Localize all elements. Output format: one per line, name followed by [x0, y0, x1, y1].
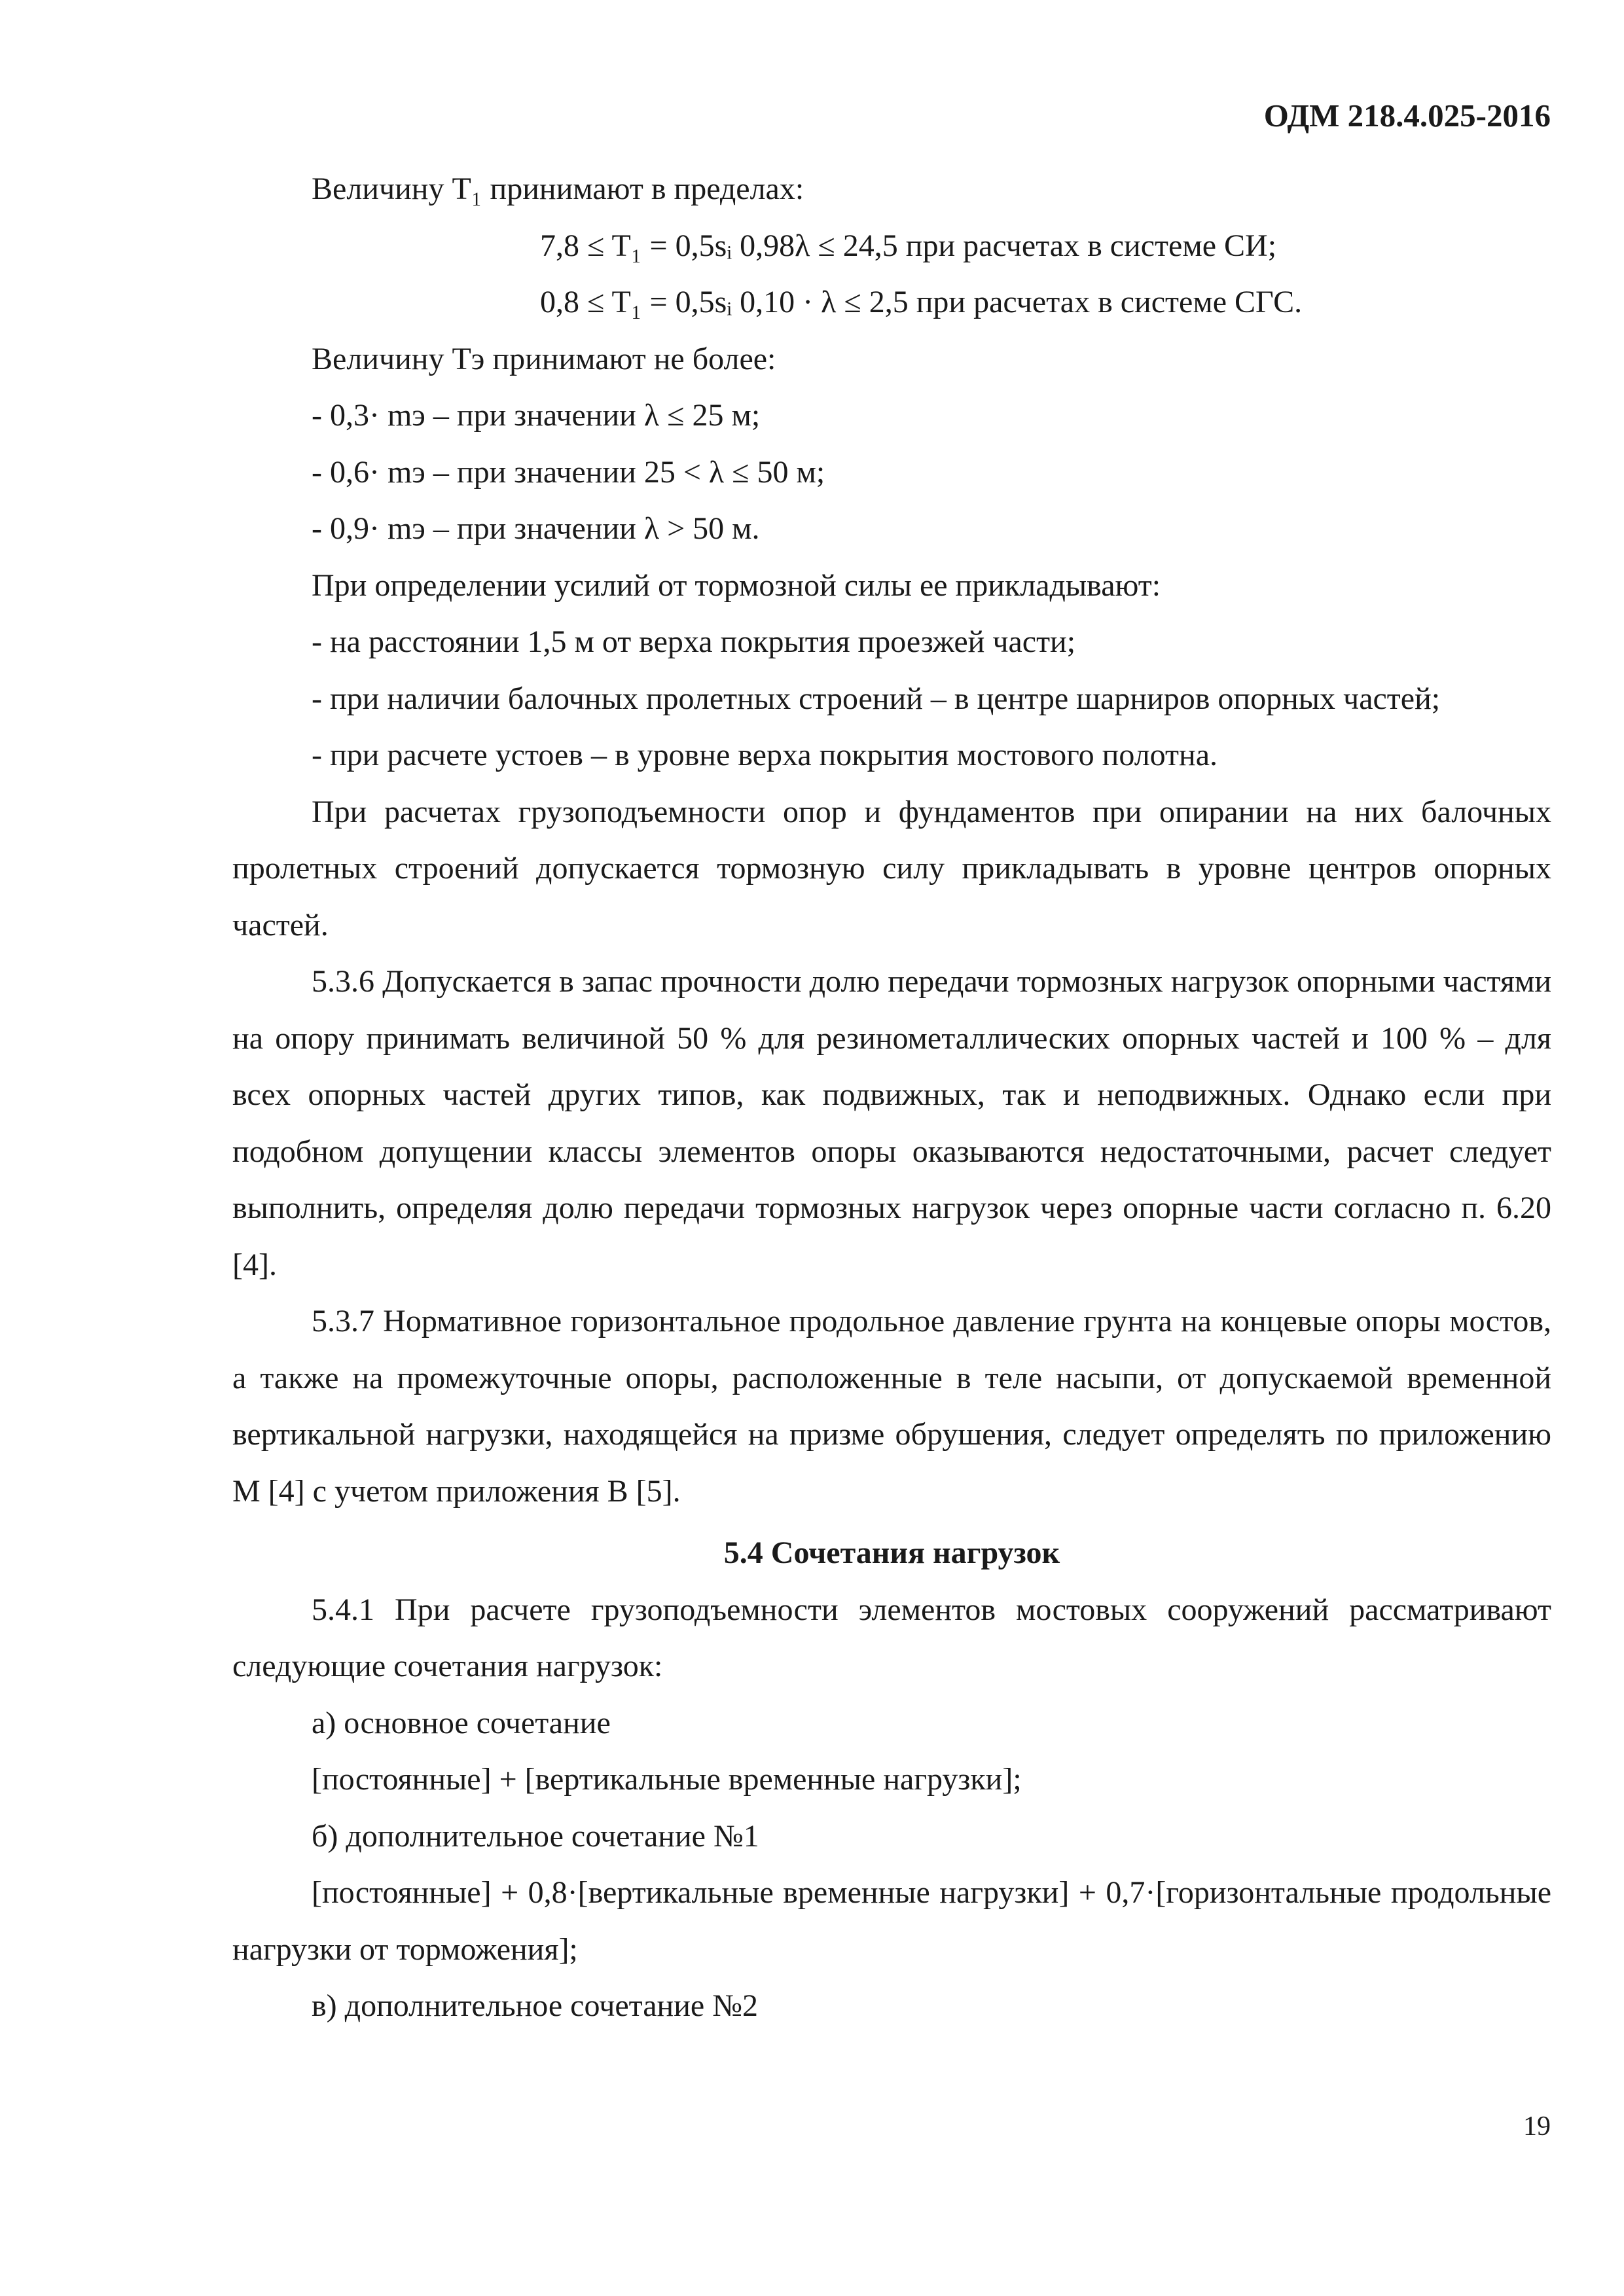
list-item: - при расчете устоев – в уровне верха покрытия мостового полотна. — [312, 738, 1218, 772]
paragraph: Величину T₁ принимают в пределах: — [312, 171, 804, 206]
paragraph: Величину Tэ принимают не более: — [312, 341, 776, 376]
paragraph-5-3-7: 5.3.7 Нормативное горизонтальное продольное давление грунта на концевые опоры мостов, а также на промежуточные опоры, расположенные в теле насыпи, от допускаемой временной вертикальной нагрузки, находящейся на призме обрушения, следует определять по приложению М [4] с учетом приложения В [5]. — [232, 1304, 1551, 1509]
list-item: - при наличии балочных пролетных строений – в центре шарниров опорных частей; — [312, 681, 1441, 716]
list-item: б) дополнительное сочетание №1 — [312, 1818, 759, 1854]
list-item: в) дополнительное сочетание №2 — [312, 1988, 759, 2023]
list-item: - на расстоянии 1,5 м от верха покрытия проезжей части; — [312, 624, 1076, 659]
formula-si: 7,8 ≤ T₁ = 0,5sᵢ 0,98λ ≤ 24,5 при расчетах в системе СИ; — [540, 228, 1277, 263]
formula-sgs: 0,8 ≤ T₁ = 0,5sᵢ 0,10 · λ ≤ 2,5 при расчетах в системе СГС. — [540, 285, 1303, 319]
combination-formula: [постоянные] + [вертикальные временные нагрузки]; — [312, 1762, 1022, 1797]
list-item: - 0,6· mэ – при значении 25 < λ ≤ 50 м; — [312, 454, 825, 490]
paragraph: При расчетах грузоподъемности опор и фундаментов при опирании на них балочных пролетных строений допускается тормозную силу прикладывать в уровне центров опорных частей. — [232, 794, 1551, 942]
list-item: - 0,3· mэ – при значении λ ≤ 25 м; — [312, 398, 761, 433]
combination-formula: [постоянные] + 0,8·[вертикальные временные нагрузки] + 0,7·[горизонтальные продольные нагрузки от торможения]; — [232, 1875, 1551, 1967]
section-heading-5-4: 5.4 Сочетания нагрузок — [723, 1535, 1060, 1570]
document-code: ОДМ 218.4.025-2016 — [1263, 98, 1551, 134]
paragraph-5-4-1: 5.4.1 При расчете грузоподъемности элементов мостовых сооружений рассматривают следующие сочетания нагрузок: — [232, 1592, 1551, 1683]
page-body — [232, 161, 1551, 2035]
page-number: 19 — [1523, 2111, 1551, 2142]
list-item: - 0,9· mэ – при значении λ > 50 м. — [312, 511, 760, 546]
paragraph: При определении усилий от тормозной силы ее прикладывают: — [312, 567, 1161, 603]
paragraph-5-3-6: 5.3.6 Допускается в запас прочности долю передачи тормозных нагрузок опорными частями на опору принимать величиной 50 % для резинометаллических опорных частей и 100 % – для всех опорных частей других типов, как подвижных, так и неподвижных. Однако если при подобном допущении классы элементов опоры оказываются недостаточными, расчет следует выполнить, определяя долю передачи тормозных нагрузок через опорные части согласно п. 6.20 [4]. — [232, 964, 1551, 1282]
list-item: а) основное сочетание — [312, 1705, 611, 1740]
